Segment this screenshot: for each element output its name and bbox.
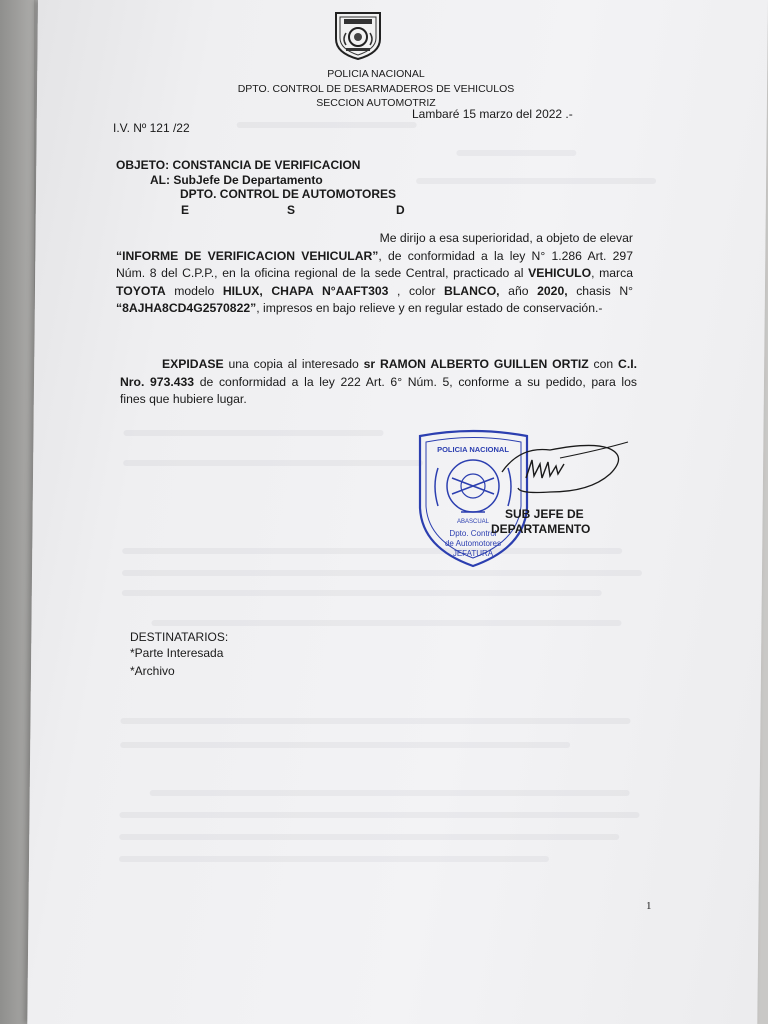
paragraph-text: , color bbox=[388, 283, 445, 298]
stamp-line1: Dpto. Control bbox=[449, 529, 497, 538]
vehicle-model-plate: HILUX, CHAPA N°AAFT303 bbox=[222, 283, 389, 298]
interested-name: sr RAMON ALBERTO GUILLEN ORTIZ bbox=[363, 357, 589, 371]
vehicle-year: 2020, bbox=[537, 283, 568, 298]
paragraph-text: año bbox=[499, 283, 538, 298]
esd-d: D bbox=[396, 203, 405, 217]
paragraph-text: Núm. 8 del C.P.P., en la oficina regional de la sede Central, practicado al bbox=[116, 266, 529, 280]
header-section: SECCION AUTOMOTRIZ bbox=[316, 97, 436, 109]
objeto-value: CONSTANCIA DE VERIFICACION bbox=[172, 158, 361, 172]
stamp-ring-text: ABASCUAL bbox=[456, 519, 490, 525]
paragraph-text: de conformidad a la ley 222 Art. 6° Núm. 5, conforme a su pedido, para los bbox=[194, 374, 637, 389]
place-date: Lambaré 15 marzo del 2022 .- bbox=[412, 107, 573, 121]
page-number: 1 bbox=[646, 900, 652, 912]
esd-s: S bbox=[287, 203, 296, 217]
al-value: SubJefe De Departamento bbox=[173, 173, 323, 187]
header-department: DPTO. CONTROL DE DESARMADEROS DE VEHICULOS bbox=[237, 83, 515, 95]
expidase-label: EXPIDASE bbox=[162, 357, 224, 371]
vehicle-brand: TOYOTA bbox=[116, 283, 166, 298]
vehiculo-label: VEHICULO bbox=[528, 266, 592, 280]
objeto-label: OBJETO: bbox=[116, 158, 170, 172]
informe-title: “INFORME DE VERIFICACION VEHICULAR” bbox=[116, 248, 379, 263]
expidase-paragraph bbox=[120, 356, 637, 409]
verification-paragraph bbox=[116, 230, 633, 318]
paragraph-text: , impresos en bajo relieve y en regular estado de conservación.- bbox=[256, 301, 603, 315]
recipient-item: *Archivo bbox=[130, 664, 175, 678]
subject-objeto bbox=[116, 158, 360, 172]
document-page bbox=[27, 0, 768, 1024]
signature-title-line1: SUB JEFE DE bbox=[505, 507, 584, 521]
paragraph-text: , marca bbox=[591, 266, 633, 280]
paragraph-text: modelo bbox=[165, 283, 223, 298]
paragraph-closing: fines que hubiere lugar. bbox=[120, 392, 247, 406]
recipients-title: DESTINATARIOS: bbox=[130, 630, 229, 644]
handwritten-signature bbox=[490, 438, 630, 498]
paragraph-text: , de conformidad a la ley N° 1.286 Art. 297 bbox=[378, 248, 633, 263]
stamp-top-text: POLICIA NACIONAL bbox=[437, 445, 509, 454]
paragraph-text: con bbox=[588, 357, 619, 371]
signature-title bbox=[491, 507, 591, 537]
stamp-line2: de Automotores bbox=[444, 539, 502, 548]
ci-label: C.I. bbox=[618, 357, 637, 371]
vehicle-chassis: “8AJHA8CD4G2570822” bbox=[116, 301, 257, 315]
signature-title-line2: DEPARTAMENTO bbox=[491, 522, 591, 536]
reference-number: I.V. Nº 121 /22 bbox=[113, 121, 190, 135]
stamp-line3: JEFATURA bbox=[452, 549, 494, 558]
al-label: AL: bbox=[150, 173, 170, 187]
vehicle-color: BLANCO, bbox=[444, 283, 500, 298]
esd-e: E bbox=[181, 203, 190, 217]
header-police-name: POLICIA NACIONAL bbox=[327, 68, 425, 80]
subject-dept: DPTO. CONTROL DE AUTOMOTORES bbox=[180, 187, 397, 201]
recipient-item: *Parte Interesada bbox=[130, 646, 224, 660]
paragraph-lead: Me dirijo a esa superioridad, a objeto de elevar bbox=[379, 231, 633, 245]
paragraph-text: una copia al interesado bbox=[223, 357, 364, 371]
paragraph-text: chasis N° bbox=[567, 283, 634, 298]
police-crest-icon bbox=[332, 9, 384, 61]
subject-al bbox=[150, 173, 323, 187]
ci-number: Nro. 973.433 bbox=[120, 374, 195, 389]
